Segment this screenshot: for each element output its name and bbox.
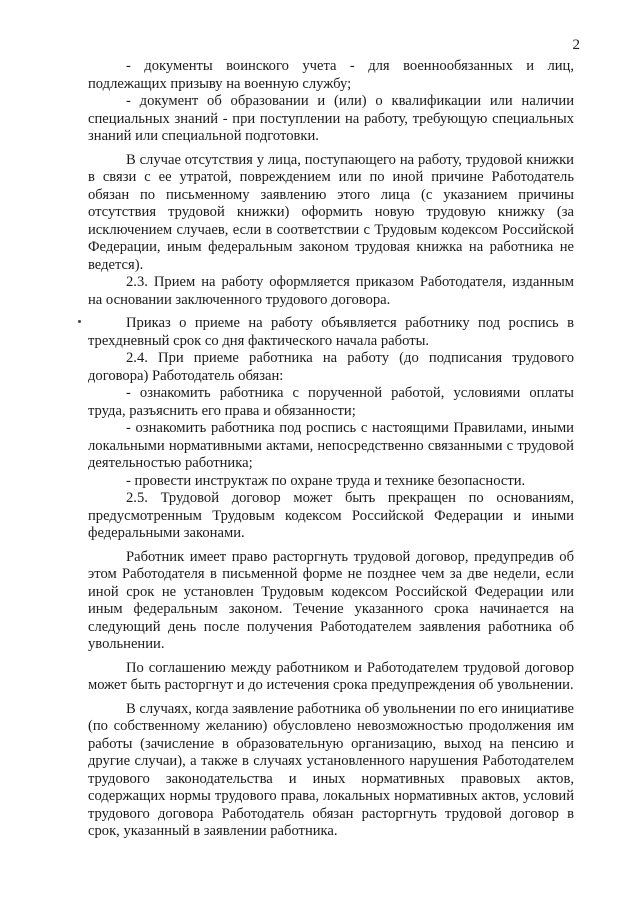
paragraph-2-3: 2.3. Прием на работу оформляется приказом Работодателя, изданным на основании заключенного трудового договора. — [88, 274, 574, 308]
page-number: 2 — [572, 37, 580, 53]
paragraph-safety-briefing: - провести инструктаж по охране труда и технике безопасности. — [126, 472, 526, 489]
paragraph-employee-termination: Работник имеет право расторгнуть трудовой договор, предупредив об этом Работодателя в письменной форме не позднее чем за две недели, если иной срок не установлен Трудовым кодексом Российской Федерации или иным федеральным законом. Течение указанного срока начинается на следующий день после получения Работодателем заявления работника об увольнении. — [88, 548, 574, 652]
paragraph-acquaint-rules: - ознакомить работника под роспись с настоящими Правилами, иными локальными нормативными актами, непосредственно связанными с трудовой деятельностью работника; — [88, 420, 574, 471]
paragraph-special-cases: В случаях, когда заявление работника об увольнении по его инициативе (по собственному желанию) обусловлено невозможностью продолжения им работы (зачисление в образовательную организацию, выход на пенсию и другие случаи), а также в случаях установленного нарушения Работодателем трудового законодательства и иных нормативных правовых актов, содержащих нормы трудового права, локальных нормативных актов, условий трудового договора Работодатель обязан расторгнуть трудовой договор в срок, указанный в заявлении работника. — [88, 700, 574, 839]
document-body — [88, 58, 574, 841]
paragraph-missing-workbook: В случае отсутствия у лица, поступающего на работу, трудовой книжки в связи с ее утратой, повреждением или по иной причине Работодатель обязан по письменному заявлению этого лица (с указанием причины отсутствия трудовой книжки) оформить новую трудовую книжку (за исключением случаев, если в соответствии с Трудовым кодексом Российской Федерации, иным федеральным законом трудовая книжка на работника не ведется). — [88, 151, 574, 273]
scan-speck — [78, 320, 81, 323]
paragraph-2-5: 2.5. Трудовой договор может быть прекращен по основаниям, предусмотренным Трудовым кодексом Российской Федерации и иными федеральными законами. — [88, 490, 574, 541]
paragraph-education-docs: - документ об образовании и (или) о квалификации или наличии специальных знаний - при поступлении на работу, требующую специальных знаний или специальной подготовки. — [88, 93, 574, 144]
paragraph-acquaint-work: - ознакомить работника с порученной работой, условиями оплаты труда, разъяснить его права и обязанности; — [88, 385, 574, 419]
paragraph-mutual-agreement: По соглашению между работником и Работодателем трудовой договор может быть расторгнут и до истечения срока предупреждения об увольнении. — [88, 659, 574, 693]
paragraph-military-docs: - документы воинского учета - для военнообязанных и лиц, подлежащих призыву на военную службу; — [88, 58, 574, 92]
paragraph-hiring-order: Приказ о приеме на работу объявляется работнику под роспись в трехдневный срок со дня фактического начала работы. — [88, 315, 574, 349]
paragraph-2-4: 2.4. При приеме работника на работу (до подписания трудового договора) Работодатель обязан: — [88, 350, 574, 384]
